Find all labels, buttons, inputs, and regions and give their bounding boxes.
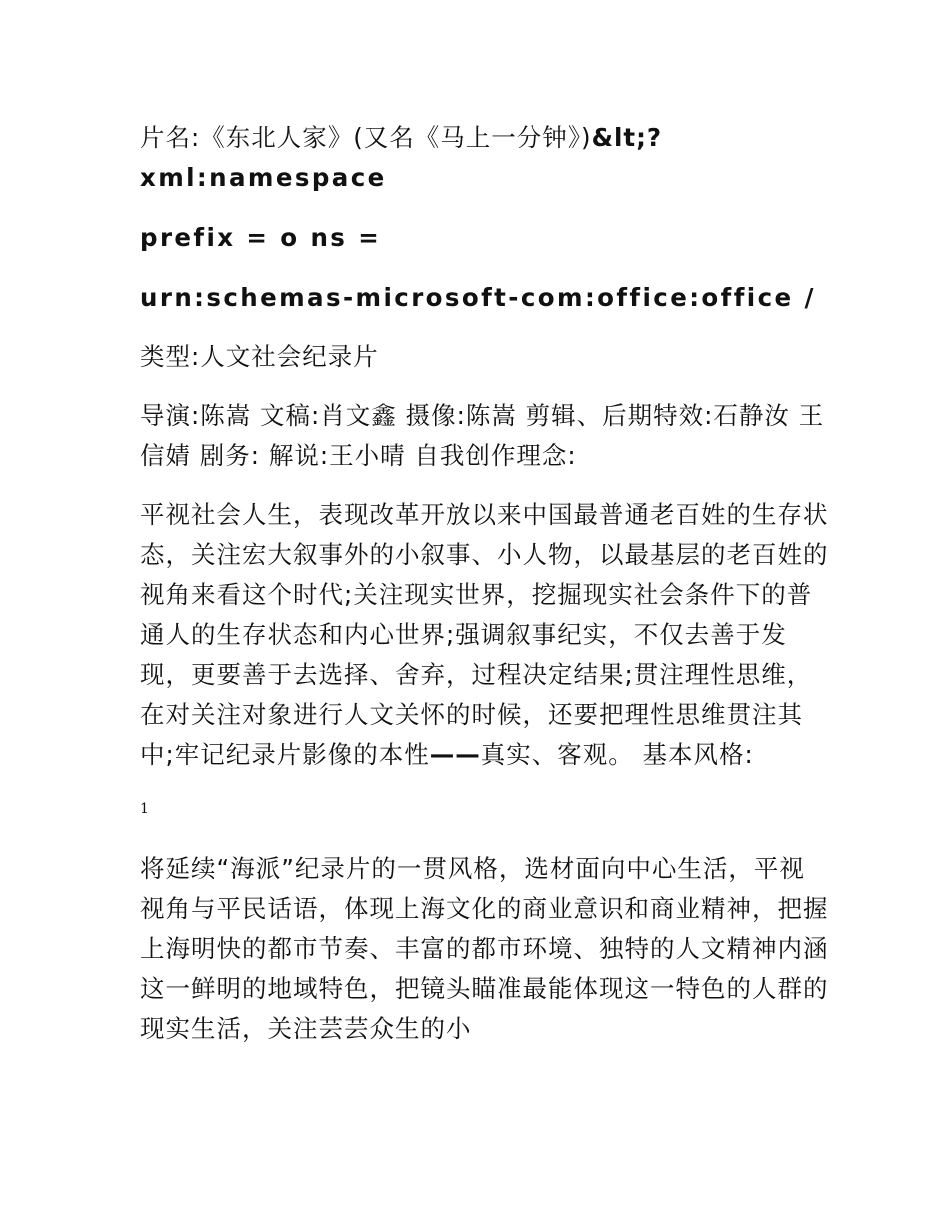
document-content xyxy=(140,118,830,1049)
em-dash: —— xyxy=(429,740,481,769)
xml-escape-fragment: &lt;? xyxy=(591,123,663,152)
concept-text: 平视社会人生，表现改革开放以来中国最普通老百姓的生存状态，关注宏大叙事外的小叙事、小人物，以最基层的老百姓的视角来看这个时代;关注现实世界，挖掘现实社会条件下的普通人的生存状态和内心世界;强调叙事纪实，不仅去善于发现，更要善于去选择、舍弃，过程决定结果;贯注理性思维，在对关注对象进行人文关怀的时候，还要把理性思维贯注其中;牢记纪录片影像的本性 xyxy=(140,500,829,769)
type-line: 类型:人文社会纪录片 xyxy=(140,342,379,371)
title-text: 片名:《东北人家》(又名《马上一分钟》) xyxy=(140,123,592,152)
xml-urn-line: urn:schemas-microsoft-com:office:office / xyxy=(140,283,816,312)
page-number: 1 xyxy=(140,801,149,817)
spacer xyxy=(140,476,830,495)
spacer xyxy=(140,198,830,218)
xml-prefix-line: prefix = o ns = xyxy=(140,223,382,252)
creative-concept-paragraph xyxy=(140,495,830,775)
title-line xyxy=(140,118,830,158)
spacer xyxy=(140,318,830,337)
concept-tail: 真实、客观。 基本风格: xyxy=(480,740,754,769)
spacer xyxy=(140,377,830,396)
credits-paragraph: 导演:陈嵩 文稿:肖文鑫 摄像:陈嵩 剪辑、后期特效:石静汝 王信婧 剧务: 解说:王小晴 自我创作理念: xyxy=(140,401,825,470)
xml-namespace-line: xml:namespace xyxy=(140,163,387,192)
spacer xyxy=(140,819,830,849)
basic-style-paragraph: 将延续“海派”纪录片的一贯风格，选材面向中心生活，平视视角与平民话语，体现上海文化的商业意识和商业精神，把握上海明快的都市节奏、丰富的都市环境、独特的人文精神内涵这一鲜明的地域特色，把镜头瞄准最能体现这一特色的人群的现实生活，关注芸芸众生的小 xyxy=(140,854,829,1043)
spacer xyxy=(140,775,830,799)
spacer xyxy=(140,258,830,278)
